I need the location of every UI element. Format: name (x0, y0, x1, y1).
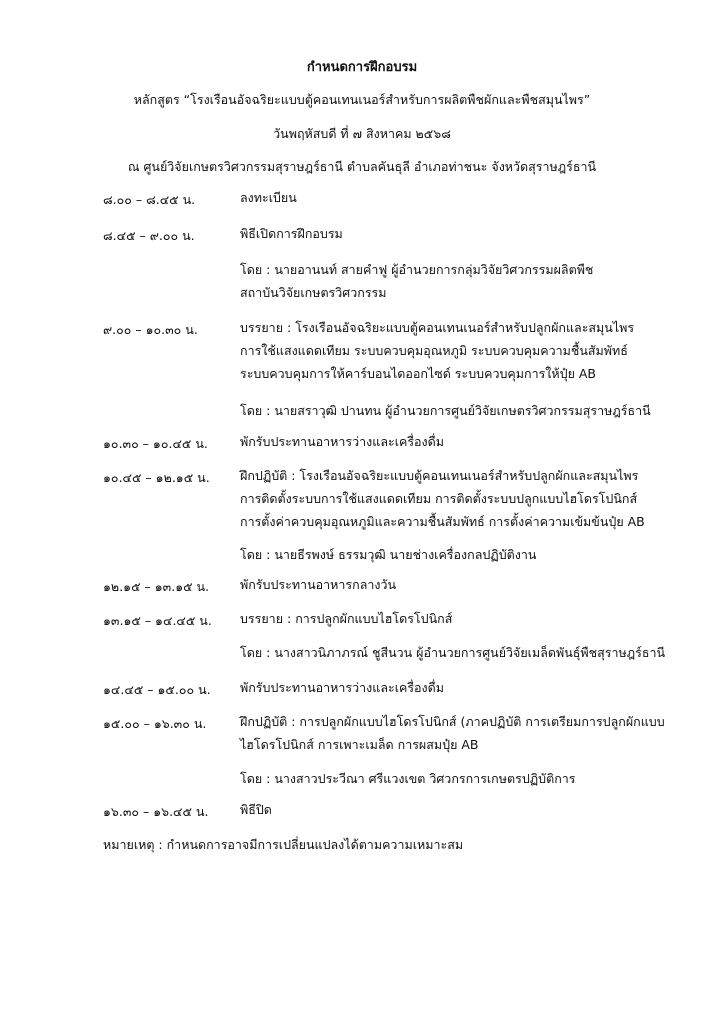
schedule-time: ๑๖.๓๐ – ๑๖.๔๕ น. (103, 804, 209, 819)
schedule-activity: พิธีปิด (240, 802, 272, 817)
event-location: ณ ศูนย์วิจัยเกษตรวิศวกรรมสุราษฎร์ธานี ตำบลคันธุลี อำเภอท่าชนะ จังหวัดสุราษฎร์ธานี (127, 159, 597, 174)
event-date: วันพฤหัสบดี ที่ ๗ สิงหาคม ๒๕๖๘ (273, 126, 451, 141)
schedule-time: ๑๓.๑๕ – ๑๔.๔๕ น. (103, 613, 212, 628)
schedule-activity: บรรยาย : โรงเรือนอัจฉริยะแบบตู้คอนเทนเนอร์สำหรับปลูกผักและสมุนไพร การใช้แสงแดดเทียม ระบบควบคุมอุณหภูมิ ระบบควบคุมความชื้นสัมพัทธ์ ระบบควบคุมการให้คาร์บอนไดออกไซด์ ระบบควบคุมการให้ปุ๋ย AB (240, 320, 635, 381)
schedule-presenter: โดย : นายสราวุฒิ ปานทน ผู้อำนวยการศูนย์วิจัยเกษตรวิศวกรรมสุราษฎร์ธานี (240, 403, 651, 418)
schedule-activity: พักรับประทานอาหารกลางวัน (240, 577, 397, 592)
schedule-time: ๑๔.๔๕ – ๑๕.๐๐ น. (103, 682, 211, 697)
schedule-time: ๑๒.๑๕ – ๑๓.๑๕ น. (103, 579, 210, 594)
schedule-activity: พักรับประทานอาหารว่างและเครื่องดื่ม (240, 680, 445, 695)
schedule-time: ๑๐.๓๐ – ๑๐.๔๕ น. (103, 436, 208, 451)
schedule-presenter: โดย : นายอานนท์ สายคำฟู ผู้อำนวยการกลุ่มวิจัยวิศวกรรมผลิตพืช สถาบันวิจัยเกษตรวิศวกรรม (240, 262, 594, 300)
schedule-activity: ฝึกปฏิบัติ : โรงเรือนอัจฉริยะแบบตู้คอนเทนเนอร์สำหรับปลูกผักและสมุนไพร การติดตั้งระบบการใช้แสงแดดเทียม การติดตั้งระบบปลูกแบบไฮโดรโปนิกส์ การตั้งค่าควบคุมอุณหภูมิและความชื้นสัมพัทธ์ การตั้งค่าความเข้มข้นปุ๋ย AB (240, 468, 645, 529)
schedule-time: ๑๐.๔๕ – ๑๒.๑๕ น. (103, 470, 210, 485)
schedule-time: ๘.๔๕ – ๙.๐๐ น. (103, 228, 195, 243)
schedule-activity: ฝึกปฏิบัติ : การปลูกผักแบบไฮโดรโปนิกส์ (ภาคปฏิบัติ การเตรียมการปลูกผักแบบ ไฮโดรโปนิกส์ การเพาะเมล็ด การผสมปุ๋ย AB (240, 714, 665, 752)
schedule-presenter: โดย : นางสาวนิภาภรณ์ ชูสีนวน ผู้อำนวยการศูนย์วิจัยเมล็ดพันธุ์พืชสุราษฎร์ธานี (240, 645, 666, 660)
document-title: กำหนดการฝึกอบรม (306, 60, 418, 75)
schedule-activity: พิธีเปิดการฝึกอบรม (240, 226, 343, 241)
schedule-presenter: โดย : นางสาวประวีณา ศรีแวงเขต วิศวกรการเกษตรปฏิบัติการ (240, 771, 576, 786)
schedule-time: ๘.๐๐ – ๘.๔๕ น. (103, 192, 196, 207)
schedule-time: ๑๕.๐๐ – ๑๖.๓๐ น. (103, 716, 207, 731)
course-name: หลักสูตร “โรงเรือนอัจฉริยะแบบตู้คอนเทนเนอร์สำหรับการผลิตพืชผักและพืชสมุนไพร” (133, 92, 591, 107)
schedule-presenter: โดย : นายธีรพงษ์ ธรรมวุฒิ นายช่างเครื่องกลปฏิบัติงาน (240, 547, 537, 562)
schedule-activity: บรรยาย : การปลูกผักแบบไฮโดรโปนิกส์ (240, 611, 453, 626)
schedule-time: ๙.๐๐ – ๑๐.๓๐ น. (103, 322, 198, 337)
schedule-activity: ลงทะเบียน (240, 190, 297, 205)
schedule-activity: พักรับประทานอาหารว่างและเครื่องดื่ม (240, 434, 445, 449)
footnote: หมายเหตุ : กำหนดการอาจมีการเปลี่ยนแปลงได้ตามความเหมาะสม (103, 837, 464, 852)
